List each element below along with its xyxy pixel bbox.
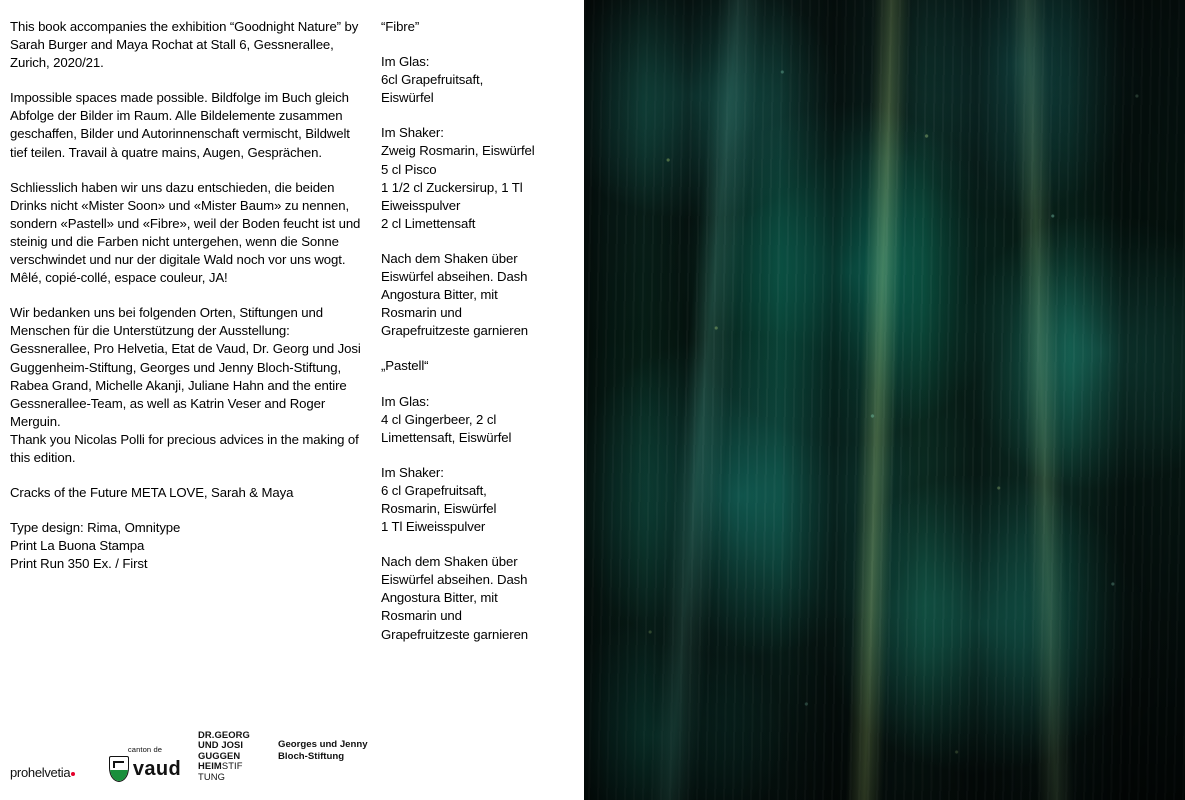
recipe-fibre-glass [381, 53, 551, 107]
recipe-line: 1 1/2 cl Zuckersirup, 1 Tl Eiweisspulver [381, 179, 523, 213]
guggenheim-line-3: GUGGEN [198, 749, 241, 761]
recipe-pastell-method: Nach dem Shaken über Eiswürfel abseihen. Dash Angostura Bitter, mit Rosmarin und Grapefruitzeste garnieren [381, 554, 529, 642]
recipe-pastell-shaker [381, 464, 551, 536]
bloch-line-2: Bloch-Stiftung [278, 750, 345, 762]
recipe-title-pastell: „Pastell“ [381, 358, 429, 374]
recipe-heading: Im Glas: [381, 54, 430, 70]
recipe-line: Eiswürfel [381, 90, 434, 106]
recipe-line: 5 cl Pisco [381, 161, 437, 177]
colophon-type-design: Type design: Rima, Omnitype [10, 520, 181, 536]
recipe-line: Zweig Rosmarin, Eiswürfel [381, 143, 535, 159]
artwork-vignette [584, 0, 1185, 800]
bloch-line-1: Georges und Jenny [278, 739, 368, 750]
recipe-heading: Im Shaker: [381, 125, 444, 141]
colophon-print: Print La Buona Stampa [10, 538, 145, 554]
colophon-print-run: Print Run 350 Ex. / First [10, 556, 148, 572]
paragraph-exhibition-credit: This book accompanies the exhibition “Goodnight Nature” by Sarah Burger and Maya Rochat at Stall 6, Gessnerallee, Zurich, 2020/21. [10, 19, 359, 71]
prohelvetia-logo [10, 765, 96, 782]
recipe-title-fibre: “Fibre” [381, 19, 420, 34]
paragraph-statement: Impossible spaces made possible. Bildfolge im Buch gleich Abfolge der Bilder im Raum. Alle Bildelemente zusammen geschaffen, Bilder und Autorinnenschaft vermischt, Bildwelt tief teilen. Travail à quatre mains, Augen, Gesprächen. [10, 90, 350, 160]
guggenheim-line-2: UND JOSI [198, 739, 244, 751]
canton-de-vaud-row [109, 756, 181, 782]
canton-de-vaud-logo [106, 745, 184, 782]
guggenheim-line-4: HEIM [198, 760, 222, 772]
left-text-column [10, 18, 368, 590]
recipe-fibre-shaker [381, 124, 551, 233]
recipe-heading: Im Shaker: [381, 464, 444, 480]
bloch-stiftung-logo [278, 739, 374, 782]
recipe-line: 1 Tl Eiweisspulver [381, 519, 486, 535]
vaud-wordmark: vaud [132, 758, 182, 780]
recipe-line: Rosmarin, Eiswürfel [381, 500, 497, 516]
paragraph-signature: Cracks of the Future META LOVE, Sarah & Maya [10, 485, 294, 501]
recipe-pastell-glass [381, 393, 551, 447]
guggenheim-stiftung-logo [198, 730, 260, 782]
recipe-line: 6cl Grapefruitsaft, [381, 72, 484, 88]
guggenheim-line-4b: STIF [221, 760, 243, 772]
paragraph-drink-names: Schliesslich haben wir uns dazu entschieden, die beiden Drinks nicht «Mister Soon» und «Mister Baum» zu nennen, sondern «Pastell» und «Fibre», weil der Boden feucht ist und steinig und die Farben nicht untergehen, wenn die Sonne verschwindet und nur der digitale Wald noch vor uns wogt. Mêlé, copié-collé, espace couleur, JA! [10, 179, 361, 286]
guggenheim-line-1: DR.GEORG [198, 728, 250, 740]
vaud-shield-icon [109, 756, 129, 782]
recipes-column [381, 18, 551, 644]
recipe-line: 4 cl Gingerbeer, 2 cl Limettensaft, Eiswürfel [381, 411, 512, 445]
guggenheim-line-5: TUNG [198, 770, 225, 782]
recipe-line: 2 cl Limettensaft [381, 215, 476, 231]
paragraph-acknowledgements: Wir bedanken uns bei folgenden Orten, Stiftungen und Menschen für die Unterstützung der Ausstellung: Gessnerallee, Pro Helvetia, Etat de Vaud, Dr. Georg und Josi Guggenheim-Stiftung, Georges und Jenny Bloch-Stiftung, Rabea Grand, Michelle Akanji, Juliane Hahn and the entire Gessnerallee-Team, as well as Katrin Veser and Roger Merguin. [10, 305, 361, 429]
paragraph-thanks-polli: Thank you Nicolas Polli for precious advices in the making of this edition. [10, 431, 359, 465]
recipe-heading: Im Glas: [381, 393, 430, 409]
recipe-line: 6 cl Grapefruitsaft, [381, 482, 487, 498]
prohelvetia-dot-icon [71, 772, 75, 776]
prohelvetia-wordmark: prohelvetia [10, 765, 71, 780]
funder-logos [10, 724, 374, 782]
recipe-fibre-method: Nach dem Shaken über Eiswürfel abseihen. Dash Angostura Bitter, mit Rosmarin und Grapefruitzeste garnieren [381, 250, 529, 339]
canton-de-vaud-label: canton de [127, 745, 163, 754]
artwork-image [584, 0, 1185, 800]
